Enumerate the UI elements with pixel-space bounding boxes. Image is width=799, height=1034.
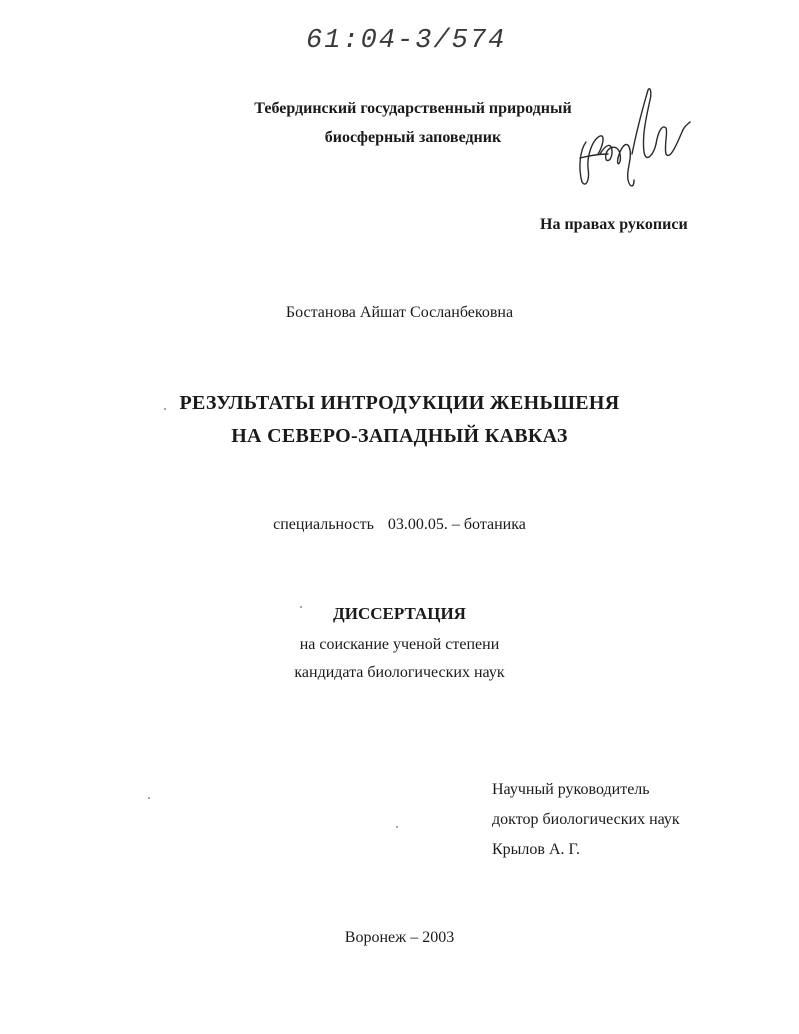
document-type: ДИССЕРТАЦИЯ xyxy=(333,604,466,623)
handwritten-signature xyxy=(572,84,692,196)
scan-speck xyxy=(300,606,302,608)
catalog-number: 61:04-3/574 xyxy=(306,26,507,56)
author-name: Бостанова Айшат Сосланбековна xyxy=(285,304,514,321)
supervisor-name: Крылов А. Г. xyxy=(492,841,580,858)
specialty-label: специальность xyxy=(273,516,374,533)
degree-line-1: на соискание ученой степени xyxy=(299,636,500,653)
scan-speck xyxy=(148,797,150,799)
supervisor-role: Научный руководитель xyxy=(492,781,650,798)
place-and-year: Воронеж – 2003 xyxy=(344,929,455,946)
degree-line-2: кандидата биологических наук xyxy=(294,664,505,681)
scan-speck xyxy=(164,408,166,410)
thesis-title-line-2: НА СЕВЕРО-ЗАПАДНЫЙ КАВКАЗ xyxy=(231,425,568,447)
institution-line-1: Тебердинский государственный природный xyxy=(254,100,572,117)
supervisor-title: доктор биологических наук xyxy=(492,811,680,828)
thesis-title-line-1: РЕЗУЛЬТАТЫ ИНТРОДУКЦИИ ЖЕНЬШЕНЯ xyxy=(179,392,620,414)
institution-line-2: биосферный заповедник xyxy=(324,129,502,146)
manuscript-rights-note: На правах рукописи xyxy=(540,216,688,233)
specialty xyxy=(0,516,799,534)
scan-speck xyxy=(396,826,398,828)
specialty-code: 03.00.05. – ботаника xyxy=(387,516,526,533)
